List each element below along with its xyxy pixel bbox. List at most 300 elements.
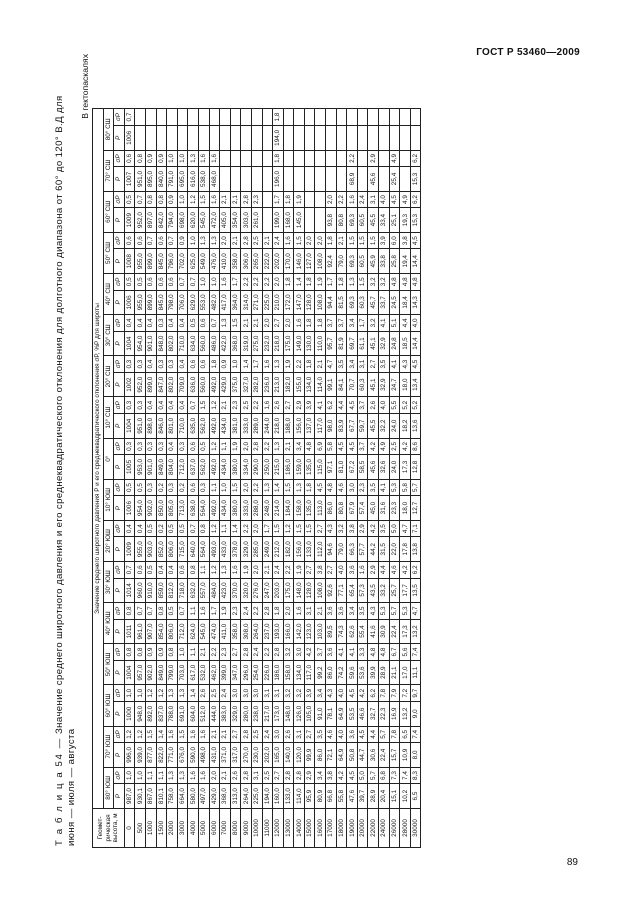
sigma-cell [326, 150, 337, 166]
pressure-cell: 270,0 [241, 743, 252, 768]
pressure-cell: 123,0 [304, 619, 315, 644]
pressure-cell: 562,0 [198, 413, 209, 438]
sigma-cell: 2,5 [209, 685, 220, 701]
sigma-cell: 4,0 [379, 191, 390, 207]
altitude-cell: 20000 [357, 808, 368, 847]
sigma-cell: 1,7 [326, 274, 337, 290]
sigma-cell [304, 109, 315, 126]
pressure-cell [188, 125, 199, 150]
sigma-cell: 1,5 [304, 520, 315, 536]
pressure-cell: 140,0 [283, 743, 294, 768]
pressure-cell: 62,6 [347, 619, 358, 644]
pressure-cell: 1009 [124, 537, 135, 562]
sigma-cell: 1,2 [209, 562, 220, 578]
sigma-cell: 2,1 [336, 232, 347, 248]
sigma-cell: 2,1 [230, 232, 241, 248]
units-note: В гектопаскалях [80, 54, 90, 119]
pressure-cell [177, 125, 188, 150]
sigma-cell: 2,3 [230, 603, 241, 619]
sigma-cell: 1,5 [368, 232, 379, 248]
sigma-cell: 3,2 [283, 685, 294, 701]
sigma-cell: 4,8 [410, 274, 421, 290]
pressure-cell [262, 125, 273, 150]
pressure-cell: 45,5 [368, 208, 379, 233]
pressure-cell: 804,0 [167, 455, 178, 480]
pressure-cell: 97,1 [326, 455, 337, 480]
pressure-cell: 333,0 [241, 496, 252, 521]
pressure-cell: 18,4 [400, 290, 411, 315]
pressure-cell: 13,4 [410, 372, 421, 397]
sigma-cell [262, 150, 273, 166]
sigma-cell: 3,4 [315, 685, 326, 701]
sigma-cell [304, 191, 315, 207]
sigma-cell: 0,6 [188, 438, 199, 454]
table-row [336, 109, 347, 848]
sigma-cell: 7,3 [389, 767, 400, 783]
pressure-cell: 712,0 [177, 455, 188, 480]
sigma-cell: 0,4 [177, 397, 188, 413]
p-subheader: P [114, 413, 125, 438]
p-subheader: P [114, 701, 125, 726]
pressure-cell: 39,7 [357, 784, 368, 809]
pressure-cell: 347,0 [230, 660, 241, 685]
pressure-cell [209, 125, 220, 150]
sigma-cell: 2,6 [283, 726, 294, 742]
pressure-cell: 798,0 [167, 290, 178, 315]
pressure-cell: 327,0 [241, 372, 252, 397]
sigma-cell: 3,6 [347, 726, 358, 742]
sigma-cell: 0,6 [167, 274, 178, 290]
sigma-cell: 7,9 [389, 685, 400, 701]
pressure-cell: 564,0 [198, 496, 209, 521]
sigma-cell: 1,8 [304, 274, 315, 290]
sigma-cell: 1,7 [251, 356, 262, 372]
sigma-cell: 4,8 [304, 438, 315, 454]
altitude-cell: 9000 [241, 808, 252, 847]
pressure-cell: 65,4 [347, 578, 358, 603]
sigma-cell: 1,9 [294, 562, 305, 578]
sigma-cell: 1,4 [156, 726, 167, 742]
sigma-cell: 1,8 [273, 150, 284, 166]
sigma-cell: 1,0 [220, 479, 231, 495]
sigma-cell: 0,4 [156, 397, 167, 413]
pressure-cell [379, 125, 390, 150]
sigma-cell: 4,5 [389, 191, 400, 207]
pressure-cell: 1004 [124, 660, 135, 685]
altitude-cell: 30000 [410, 808, 421, 847]
sigma-cell: 0,3 [124, 397, 135, 413]
sigma-cell: 0,7 [167, 232, 178, 248]
latitude-header: 70° СШ [103, 150, 114, 191]
pressure-cell: 710,0 [177, 331, 188, 356]
pressure-cell: 133,0 [283, 784, 294, 809]
sigma-cell: 4,2 [357, 685, 368, 701]
pressure-cell: 288,0 [251, 496, 262, 521]
sigma-cell: 1,8 [326, 232, 337, 248]
sigma-cell: 0,4 [124, 520, 135, 536]
sigma-cell: 3,6 [326, 603, 337, 619]
sigma-cell: 3,4 [294, 438, 305, 454]
pressure-cell: 80,8 [336, 496, 347, 521]
pressure-cell: 637,0 [188, 455, 199, 480]
pressure-cell: 196,0 [273, 167, 284, 192]
pressure-cell: 560,0 [198, 372, 209, 397]
pressure-cell: 620,0 [188, 208, 199, 233]
sigma-cell: 0,3 [124, 356, 135, 372]
pressure-cell: 368,0 [220, 784, 231, 809]
sigma-cell: 1,1 [145, 767, 156, 783]
pressure-cell: 15,3 [410, 167, 421, 192]
sigma-subheader: σP [114, 438, 125, 454]
pressure-cell: 244,0 [262, 413, 273, 438]
sigma-cell: 1,6 [357, 562, 368, 578]
pressure-cell: 901,0 [145, 331, 156, 356]
p-subheader: P [114, 290, 125, 315]
caption-prefix: Т а б л и ц а 54 — [54, 737, 65, 846]
sigma-cell [357, 150, 368, 166]
pressure-cell: 1006 [124, 290, 135, 315]
pressure-cell: 953,0 [135, 455, 146, 480]
pressure-cell: 462,0 [209, 660, 220, 685]
latitude-header: 50° СШ [103, 232, 114, 273]
sigma-cell: 1,8 [315, 315, 326, 331]
sigma-cell: 1,7 [357, 315, 368, 331]
pressure-cell: 222,0 [262, 249, 273, 274]
pressure-cell: 902,0 [145, 496, 156, 521]
pressure-cell: 66,3 [347, 537, 358, 562]
sigma-cell: 1,0 [167, 150, 178, 166]
sigma-cell: 2,2 [347, 150, 358, 166]
sigma-cell: 2,3 [220, 644, 231, 660]
sigma-cell: 1,3 [167, 767, 178, 783]
sigma-cell: 1,8 [283, 191, 294, 207]
pressure-cell: 24,7 [389, 372, 400, 397]
pressure-cell: 32,9 [379, 331, 390, 356]
sigma-cell: 4,7 [326, 356, 337, 372]
pressure-cell: 702,0 [177, 249, 188, 274]
table-row [400, 109, 411, 848]
table-row [124, 109, 135, 848]
sigma-cell [294, 150, 305, 166]
sigma-cell: 2,1 [198, 644, 209, 660]
pressure-cell: 53,5 [347, 701, 358, 726]
sigma-cell: 1,5 [357, 232, 368, 248]
pressure-cell: 103,0 [315, 619, 326, 644]
altitude-cell: 0 [124, 808, 135, 847]
sigma-cell: 1,5 [294, 232, 305, 248]
pressure-cell: 28,9 [379, 660, 390, 685]
pressure-cell: 895,0 [145, 167, 156, 192]
pressure-cell: 378,0 [230, 537, 241, 562]
sigma-cell [336, 150, 347, 166]
pressure-cell: 108,0 [315, 578, 326, 603]
sigma-cell [410, 109, 421, 126]
sigma-cell [198, 109, 209, 126]
pressure-cell: 799,0 [167, 660, 178, 685]
sigma-cell: 6,7 [389, 644, 400, 660]
sigma-cell: 2,1 [220, 767, 231, 783]
pressure-cell: 145,0 [294, 208, 305, 233]
pressure-cell: 18,0 [400, 496, 411, 521]
pressure-cell: 368,0 [230, 331, 241, 356]
pressure-cell: 172,0 [283, 290, 294, 315]
sigma-cell: 1,9 [241, 562, 252, 578]
pressure-cell: 703,0 [177, 660, 188, 685]
sigma-cell: 3,7 [326, 315, 337, 331]
pressure-cell: 290,0 [251, 455, 262, 480]
pressure-cell: 67,7 [347, 413, 358, 438]
latitude-header: 0° [103, 438, 114, 479]
pressure-cell: 22,4 [389, 619, 400, 644]
sigma-cell: 1,9 [315, 274, 326, 290]
pressure-cell: 954,0 [135, 331, 146, 356]
pressure-cell: 18,0 [400, 372, 411, 397]
altitude-cell: 12000 [273, 808, 284, 847]
sigma-cell [400, 150, 411, 166]
sigma-cell: 1,8 [283, 274, 294, 290]
pressure-cell [220, 125, 231, 150]
group-header: Значение среднего широтного давления P и его среднеквадратического отклонения σP, %P для широты [93, 109, 104, 809]
pressure-cell: 158,0 [283, 660, 294, 685]
sigma-cell: 2,5 [251, 232, 262, 248]
sigma-cell: 3,8 [326, 767, 337, 783]
sigma-cell [283, 150, 294, 166]
sigma-cell: 3,9 [304, 397, 315, 413]
sigma-cell: 1,7 [230, 274, 241, 290]
pressure-cell: 156,0 [294, 413, 305, 438]
pressure-cell: 796,0 [167, 249, 178, 274]
sigma-cell: 0,8 [156, 603, 167, 619]
sigma-cell: 5,3 [400, 603, 411, 619]
pressure-cell: 108,0 [315, 249, 326, 274]
sigma-cell: 4,0 [336, 562, 347, 578]
sigma-cell: 1,1 [188, 603, 199, 619]
pressure-cell: 69,7 [347, 331, 358, 356]
sigma-cell: 3,6 [336, 603, 347, 619]
pressure-cell [241, 167, 252, 192]
pressure-cell: 955,0 [135, 249, 146, 274]
sigma-cell: 3,5 [368, 479, 379, 495]
altitude-cell: 13000 [283, 808, 294, 847]
pressure-cell: 634,0 [188, 331, 199, 356]
pressure-cell: 230,0 [251, 743, 262, 768]
pressure-cell: 32,7 [368, 701, 379, 726]
sigma-cell: 0,8 [124, 603, 135, 619]
pressure-cell: 194,0 [273, 125, 284, 150]
pressure-cell: 14,4 [410, 249, 421, 274]
pressure-cell: 95,7 [326, 331, 337, 356]
pressure-cell [145, 125, 156, 150]
pressure-cell: 68,9 [347, 167, 358, 192]
pressure-cell: 15,1 [389, 784, 400, 809]
sigma-cell: 1,1 [220, 520, 231, 536]
latitude-header: 20° ЮШ [103, 520, 114, 561]
sigma-cell: 1,4 [188, 685, 199, 701]
pressure-cell: 182,0 [283, 372, 294, 397]
pressure-cell: 635,0 [188, 413, 199, 438]
p-subheader: P [114, 372, 125, 397]
pressure-cell [262, 208, 273, 233]
caption-line-2: июня — июля — августа [66, 728, 77, 846]
pressure-cell: 22,0 [389, 537, 400, 562]
pressure-cell: 319,0 [241, 331, 252, 356]
pressure-cell: 237,0 [262, 619, 273, 644]
sigma-cell: 2,9 [304, 767, 315, 783]
pressure-cell: 474,0 [209, 619, 220, 644]
pressure-cell [283, 125, 294, 150]
sigma-cell: 4,4 [400, 315, 411, 331]
sigma-cell: 1,0 [135, 767, 146, 783]
pressure-cell: 303,0 [241, 208, 252, 233]
sigma-cell: 0,9 [145, 150, 156, 166]
sigma-cell: 2,1 [220, 726, 231, 742]
pressure-cell: 854,0 [156, 619, 167, 644]
pressure-cell: 1011 [124, 619, 135, 644]
sigma-cell: 4,0 [410, 315, 421, 331]
pressure-cell: 135,0 [304, 455, 315, 480]
table-row [188, 109, 199, 848]
sigma-cell: 2,1 [315, 356, 326, 372]
sigma-cell: 8,6 [410, 438, 421, 454]
pressure-cell: 67,9 [347, 496, 358, 521]
pressure-cell [156, 125, 167, 150]
pressure-cell: 24,0 [389, 413, 400, 438]
sigma-cell: 1,1 [188, 644, 199, 660]
pressure-cell: 898,0 [145, 413, 156, 438]
pressure-cell: 429,0 [220, 372, 231, 397]
sigma-cell [241, 150, 252, 166]
sigma-cell: 1,3 [294, 479, 305, 495]
sigma-cell: 4,4 [336, 397, 347, 413]
sigma-cell: 1,4 [273, 479, 284, 495]
pressure-cell: 951,0 [135, 413, 146, 438]
sigma-cell: 2,1 [251, 315, 262, 331]
sigma-cell: 1,2 [156, 685, 167, 701]
pressure-cell: 166,0 [283, 619, 294, 644]
sigma-cell: 3,1 [262, 685, 273, 701]
sigma-subheader: σP [114, 274, 125, 290]
pressure-cell [315, 167, 326, 192]
sigma-cell: 3,0 [251, 685, 262, 701]
pressure-cell: 892,0 [145, 701, 156, 726]
pressure-cell: 545,0 [198, 619, 209, 644]
sigma-cell: 0,3 [156, 438, 167, 454]
table-row [177, 109, 188, 848]
pressure-cell: 248,0 [262, 496, 273, 521]
sigma-cell: 2,3 [357, 479, 368, 495]
pressure-cell: 188,0 [283, 413, 294, 438]
pressure-cell: 58,5 [357, 455, 368, 480]
sigma-cell: 1,0 [124, 767, 135, 783]
pressure-cell: 91,0 [315, 701, 326, 726]
sigma-cell: 0,7 [177, 603, 188, 619]
pressure-cell: 329,0 [241, 537, 252, 562]
pressure-cell: 289,0 [251, 413, 262, 438]
pressure-cell: 236,0 [262, 372, 273, 397]
sigma-cell: 1,6 [209, 150, 220, 166]
pressure-cell [357, 167, 368, 192]
sigma-cell: 1,0 [177, 150, 188, 166]
sigma-cell: 0,5 [124, 274, 135, 290]
sigma-cell: 5,5 [389, 397, 400, 413]
pressure-cell: 57,7 [357, 537, 368, 562]
pressure-cell: 168,0 [283, 208, 294, 233]
sigma-cell: 6,0 [389, 232, 400, 248]
sigma-cell: 3,7 [357, 397, 368, 413]
sigma-cell: 0,8 [135, 644, 146, 660]
pressure-cell: 17,7 [400, 578, 411, 603]
pressure-cell: 444,0 [209, 701, 220, 726]
pressure-cell: 99,1 [326, 372, 337, 397]
pressure-cell: 218,0 [273, 413, 284, 438]
pressure-cell: 794,0 [167, 208, 178, 233]
sigma-cell: 0,5 [188, 315, 199, 331]
pressure-cell: 13,2 [410, 619, 421, 644]
pressure-cell: 11,1 [410, 660, 421, 685]
pressure-cell [326, 167, 337, 192]
sigma-cell: 6,9 [315, 438, 326, 454]
sigma-cell: 1,2 [209, 520, 220, 536]
pressure-cell: 590,0 [188, 743, 199, 768]
pressure-cell: 859,0 [156, 578, 167, 603]
sigma-cell: 1,6 [198, 726, 209, 742]
pressure-cell [241, 125, 252, 150]
pressure-cell: 218,0 [273, 331, 284, 356]
sigma-cell: 0,7 [124, 562, 135, 578]
pressure-cell: 66,8 [326, 784, 337, 809]
latitude-header: 60° ЮШ [103, 685, 114, 726]
altitude-cell: 11000 [262, 808, 273, 847]
p-subheader: P [114, 167, 125, 192]
pressure-cell: 186,0 [273, 660, 284, 685]
pressure-cell [326, 125, 337, 150]
sigma-cell: 2,0 [241, 438, 252, 454]
pressure-cell: 117,0 [304, 660, 315, 685]
sigma-cell: 2,6 [198, 685, 209, 701]
pressure-cell: 370,0 [230, 578, 241, 603]
sigma-cell: 2,8 [283, 767, 294, 783]
sigma-cell: 3,3 [357, 644, 368, 660]
pressure-cell: 930,1 [135, 784, 146, 809]
pressure-cell: 149,0 [294, 331, 305, 356]
sigma-cell: 0,3 [156, 356, 167, 372]
pressure-cell [304, 208, 315, 233]
sigma-cell: 2,9 [294, 397, 305, 413]
sigma-cell: 4,3 [400, 356, 411, 372]
pressure-cell [251, 167, 262, 192]
sigma-cell: 3,2 [368, 315, 379, 331]
sigma-cell: 2,7 [273, 315, 284, 331]
pressure-cell: 13,2 [400, 701, 411, 726]
pressure-cell: 12,8 [410, 455, 421, 480]
altitude-cell: 1500 [156, 808, 167, 847]
sigma-cell: 4,9 [389, 150, 400, 166]
pressure-cell: 718,0 [177, 578, 188, 603]
sigma-cell [379, 150, 390, 166]
sigma-cell: 2,7 [368, 356, 379, 372]
pressure-cell: 901,0 [145, 455, 156, 480]
sigma-cell [156, 109, 167, 126]
pressure-cell: 899,0 [145, 249, 156, 274]
sigma-cell: 2,0 [326, 191, 337, 207]
sigma-cell: 7,4 [410, 726, 421, 742]
pressure-cell: 1002 [124, 372, 135, 397]
altitude-cell: 8000 [230, 808, 241, 847]
p-subheader: P [114, 619, 125, 644]
table-row [156, 109, 167, 848]
sigma-cell [315, 109, 326, 126]
sigma-cell: 0,9 [156, 644, 167, 660]
